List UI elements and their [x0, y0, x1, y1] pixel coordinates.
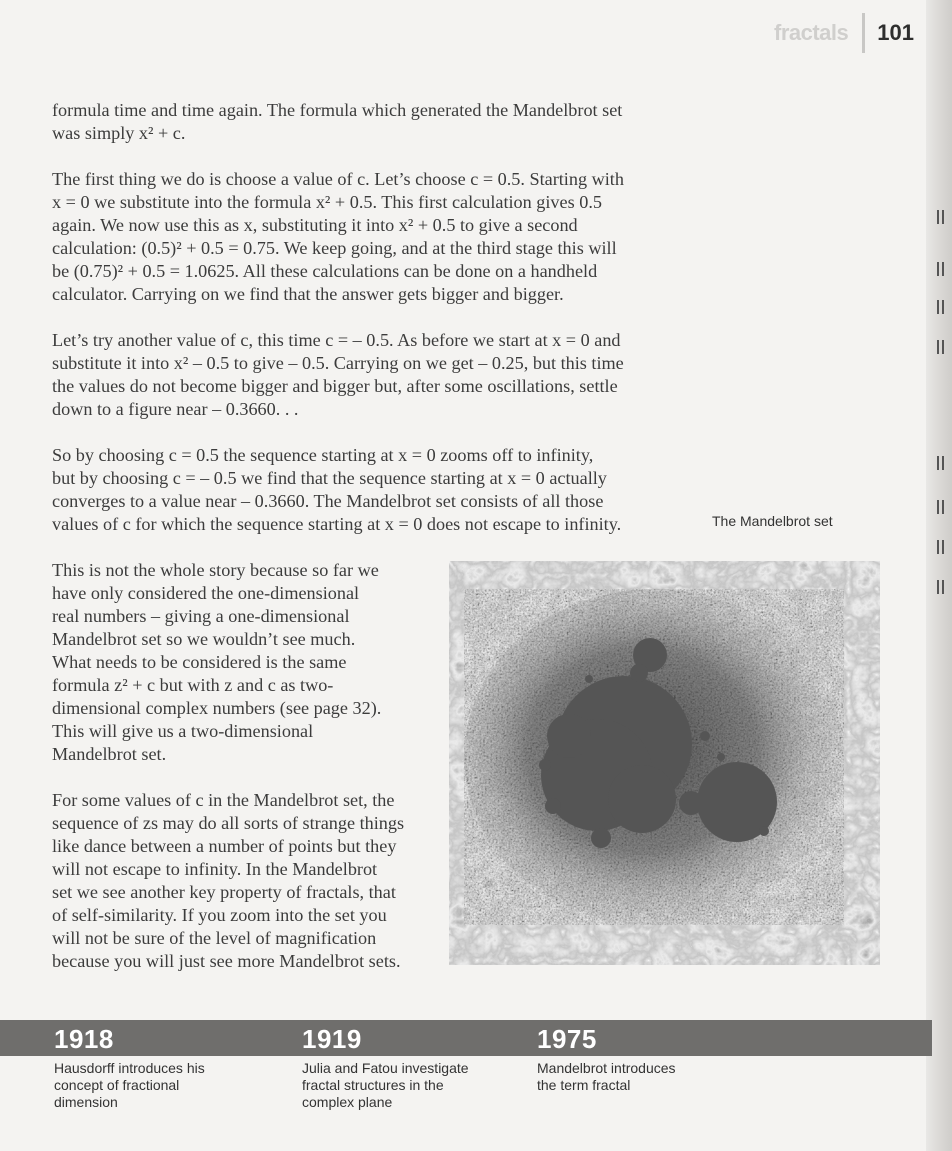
text-line: was simply x² + c.: [52, 123, 186, 143]
text-line: Let’s try another value of c, this time c = – 0.5. As before we start at x = 0 and: [52, 330, 621, 350]
page-number: 101: [877, 20, 914, 45]
text-line: because you will just see more Mandelbrot sets.: [52, 951, 401, 971]
text-line: Mandelbrot introduces: [537, 1060, 676, 1076]
timeline-text: [302, 1060, 469, 1111]
edge-mark: [936, 300, 946, 314]
text-line: This is not the whole story because so far we: [52, 560, 379, 580]
text-line: the values do not become bigger and bigger but, after some oscillations, settle: [52, 376, 618, 396]
text-line: down to a figure near – 0.3660. . .: [52, 399, 299, 419]
text-line: set we see another key property of fractals, that: [52, 882, 396, 902]
section-title: fractals: [774, 20, 849, 45]
text-line: sequence of zs may do all sorts of strange things: [52, 813, 405, 833]
edge-mark: [936, 262, 946, 276]
timeline-text: [54, 1060, 205, 1111]
edge-mark: [936, 210, 946, 224]
edge-mark: [936, 540, 946, 554]
edge-mark: [936, 580, 946, 594]
timeline-year: 1918: [54, 1024, 114, 1054]
paragraph-3: [52, 329, 624, 421]
text-line: complex plane: [302, 1094, 393, 1110]
timeline-entry: [537, 1020, 676, 1094]
paragraph-1: [52, 99, 622, 145]
text-line: have only considered the one-dimensional: [52, 583, 360, 603]
timeline-text: [537, 1060, 676, 1094]
text-line: real numbers – giving a one-dimensional: [52, 606, 350, 626]
text-line: The first thing we do is choose a value of c. Let’s choose c = 0.5. Starting with: [52, 169, 624, 189]
text-line: will not escape to infinity. In the Mandelbrot: [52, 859, 378, 879]
text-line: Mandelbrot set so we wouldn’t see much.: [52, 629, 356, 649]
paragraph-6: [52, 789, 404, 973]
page-edge: [926, 0, 952, 1151]
text-line: like dance between a number of points but they: [52, 836, 397, 856]
text-line: dimensional complex numbers (see page 32).: [52, 698, 382, 718]
text-line: of self-similarity. If you zoom into the set you: [52, 905, 387, 925]
text-line: calculator. Carrying on we find that the answer gets bigger and bigger.: [52, 284, 564, 304]
mandelbrot-image: [449, 561, 880, 965]
text-line: but by choosing c = – 0.5 we find that the sequence starting at x = 0 actually: [52, 468, 607, 488]
text-line: formula z² + c but with z and c as two-: [52, 675, 334, 695]
paragraph-4: [52, 444, 621, 536]
text-line: formula time and time again. The formula which generated the Mandelbrot set: [52, 100, 623, 120]
figure-caption: The Mandelbrot set: [712, 513, 833, 529]
edge-mark: [936, 456, 946, 470]
timeline-year: 1975: [537, 1024, 597, 1054]
edge-mark: [936, 340, 946, 354]
timeline-entry: [302, 1020, 469, 1111]
text-line: the term fractal: [537, 1077, 631, 1093]
text-line: Julia and Fatou investigate: [302, 1060, 469, 1076]
text-line: again. We now use this as x, substituting it into x² + 0.5 to give a second: [52, 215, 578, 235]
timeline-year: 1919: [302, 1024, 362, 1054]
text-line: So by choosing c = 0.5 the sequence starting at x = 0 zooms off to infinity,: [52, 445, 594, 465]
text-line: values of c for which the sequence starting at x = 0 does not escape to infinity.: [52, 514, 622, 534]
text-line: This will give us a two-dimensional: [52, 721, 314, 741]
text-line: fractal structures in the: [302, 1077, 444, 1093]
page-header: [774, 18, 914, 48]
text-line: calculation: (0.5)² + 0.5 = 0.75. We keep going, and at the third stage this will: [52, 238, 617, 258]
text-line: substitute it into x² – 0.5 to give – 0.5. Carrying on we get – 0.25, but this time: [52, 353, 624, 373]
text-line: converges to a value near – 0.3660. The Mandelbrot set consists of all those: [52, 491, 604, 511]
text-line: be (0.75)² + 0.5 = 1.0625. All these calculations can be done on a handheld: [52, 261, 598, 281]
paragraph-5: [52, 559, 381, 766]
timeline-entry: [54, 1020, 205, 1111]
paragraph-2: [52, 168, 624, 306]
text-line: Mandelbrot set.: [52, 744, 167, 764]
text-line: will not be sure of the level of magnification: [52, 928, 377, 948]
text-line: What needs to be considered is the same: [52, 652, 347, 672]
text-line: concept of fractional: [54, 1077, 180, 1093]
header-divider: [862, 13, 865, 53]
edge-mark: [936, 500, 946, 514]
text-line: Hausdorff introduces his: [54, 1060, 205, 1076]
text-line: x = 0 we substitute into the formula x² + 0.5. This first calculation gives 0.5: [52, 192, 602, 212]
text-line: For some values of c in the Mandelbrot set, the: [52, 790, 395, 810]
text-line: dimension: [54, 1094, 118, 1110]
